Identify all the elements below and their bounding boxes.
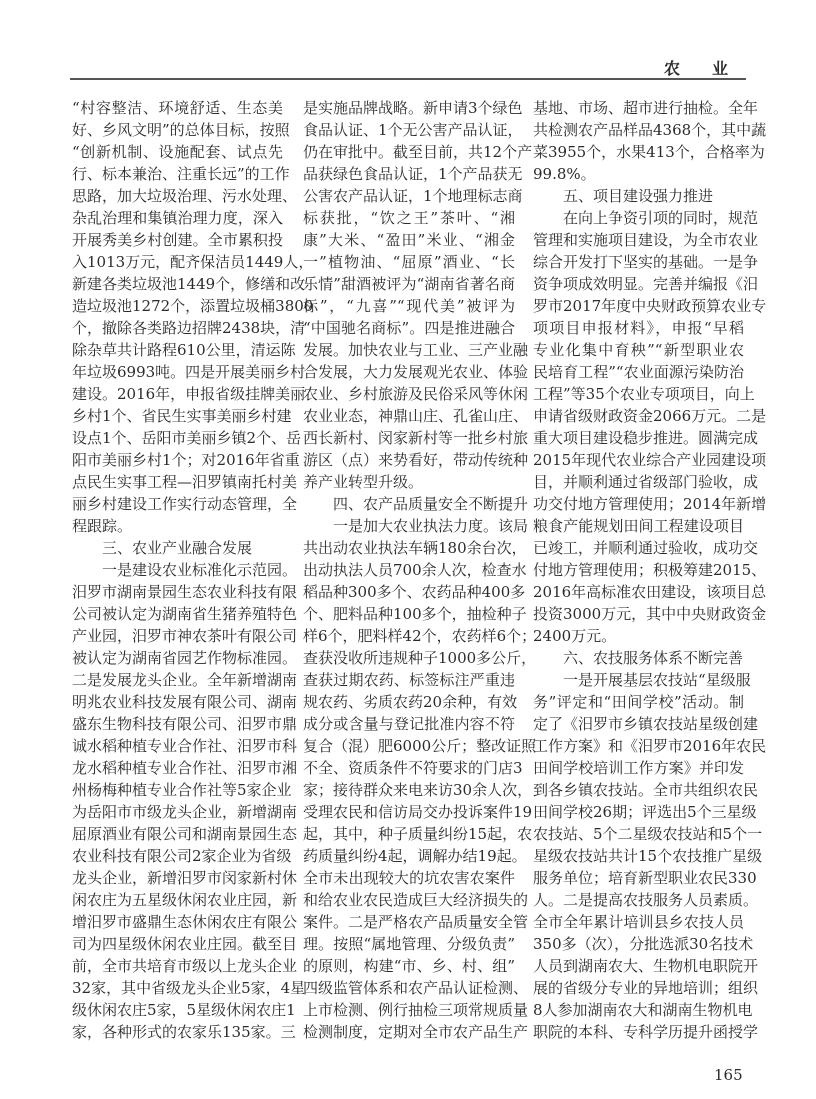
text-line: 专业化集中育秧”“新型职业农 (533, 341, 744, 359)
text-line: 理。按照“属地管理、分级负责” (303, 935, 515, 953)
text-line: 乐情”甜酒被评为“湖南省著名商 (303, 275, 515, 293)
section-heading: 六、农技服务体系不断完善 (563, 649, 744, 667)
text-line: 规农药、劣质农药20余种，有效 (303, 693, 518, 711)
text-line: 99.8%。 (533, 165, 596, 183)
text-line: 思路，加大垃圾治理、污水处理、 (72, 187, 298, 205)
text-line: 设点1个、岳阳市美丽乡镇2个、岳 (72, 429, 302, 447)
text-line: 项项目申报材料》，申报“早稻 (533, 319, 744, 337)
header-rule (70, 78, 746, 80)
text-line: 屈原酒业有限公司和湖南景园生态 (72, 825, 298, 843)
text-line: 菜3955个，水果413个，合格率为 (533, 143, 765, 161)
text-line: 基地、市场、超市进行抽检。全年 (533, 99, 759, 117)
text-line: 年垃圾6993吨。四是开展美丽乡村 (72, 363, 306, 381)
text-line: 阳市美丽乡村1个；对2016年省重 (72, 451, 300, 469)
text-line: 个、肥料品种100多个，抽检种子 (303, 605, 527, 623)
text-line: 350多（次），分批选派30名技术 (533, 935, 754, 953)
text-line: 务”评定和“田间学校”活动。制 (533, 693, 744, 711)
text-line: 人。二是提高农技服务人员素质。 (533, 891, 759, 909)
text-column-right (533, 97, 767, 1043)
text-line: 游区（点）来势看好，带动传统种 (303, 451, 529, 469)
text-line: 职院的本科、专科学历提升函授学 (533, 1023, 759, 1041)
text-line: 发展。加快农业与工业、三产业融 (303, 341, 529, 359)
text-line: 粮食产能规划田间工程建设项目 (533, 517, 744, 535)
text-line: 被认定为湖南省园艺作物标准园。 (72, 649, 298, 667)
text-line: 杂乱治理和集镇治理力度，深入 (72, 209, 283, 227)
text-line: 和给农业农民造成巨大经济损失的 (303, 891, 529, 909)
text-line: 产业园，汨罗市神农茶叶有限公司 (72, 627, 298, 645)
text-line: 的原则，构建“市、乡、村、组” (303, 957, 515, 975)
text-column-middle (303, 97, 537, 1043)
text-line: 一是加大农业执法力度。该局 (333, 517, 529, 535)
text-line: 成分或含量与登记批准内容不符 (303, 715, 515, 733)
text-line: 合发展，大力发展观光农业、体验 (303, 363, 529, 381)
text-line: 2015年现代农业综合产业园建设项 (533, 451, 767, 469)
text-line: 人员到湖南农大、生物机电职院开 (533, 957, 759, 975)
text-line: 公司被认定为湖南省生猪养殖特色 (72, 605, 298, 623)
text-line: 州杨梅种植专业合作社等5家企业 (72, 781, 292, 799)
text-line: 是实施品牌战略。新申请3个绿色 (303, 99, 523, 117)
text-line: 西长新村、闵家新村等一批乡村旅 (303, 429, 529, 447)
text-line: 共检测农产品样品4368个，其中蔬 (533, 121, 767, 139)
text-line: 案件。二是严格农产品质量安全管 (303, 913, 529, 931)
text-line: 稻品种300多个、农药品种400多 (303, 583, 526, 601)
text-line: 工程”等35个农业专项项目，向上 (533, 385, 755, 403)
text-line: 增汨罗市盛鼎生态休闲农庄有限公 (72, 913, 298, 931)
text-line: 食品认证、1个无公害产品认证， (303, 121, 523, 139)
text-line: 点民生实事工程—汨罗镇南托村美 (72, 473, 298, 491)
text-line: 不全、资质条件不符要求的门店3 (303, 759, 523, 777)
text-line: 功交付地方管理使用；2014年新增 (533, 495, 767, 513)
header-char: 业 (711, 59, 728, 78)
text-line: 复合（混）肥6000公斤；整改证照 (303, 737, 537, 755)
text-line: 盛东生物科技有限公司、汨罗市鼎 (72, 715, 298, 733)
text-line: 8人参加湖南农大和湖南生物机电 (533, 1001, 753, 1019)
text-line: 资争项成效明显。完善并编报《汨 (533, 275, 759, 293)
text-line: 农业科技有限公司2家企业为省级 (72, 847, 292, 865)
text-line: 查获过期农药、标签标注严重违 (303, 671, 515, 689)
text-line: 仍在审批中。截至目前，共12个产 (303, 143, 533, 161)
text-line: 出动执法人员700余人次，检查水 (303, 561, 527, 579)
text-line: 建设。2016年，申报省级挂牌美丽 (72, 385, 306, 403)
text-line: 行、标本兼治、注重长远”的工作 (72, 165, 290, 183)
header-char: 农 (664, 59, 681, 78)
text-line: 上市检测、例行抽检三项常规质量 (303, 1001, 529, 1019)
text-line: 定了《汨罗市乡镇农技站星级创建 (533, 715, 759, 733)
text-line: 一”植物油、“屈原”酒业、“长 (303, 253, 515, 271)
text-line: 查获没收所违规种子1000多公斤， (303, 649, 537, 667)
text-line: 品获绿色食品认证，1个产品获无 (303, 165, 523, 183)
text-line: 到各乡镇农技站。全市共组织农民 (533, 781, 759, 799)
text-line: 标获批，“饮之王”茶叶、“湘 (303, 209, 515, 227)
text-line: 为岳阳市市级龙头企业，新增湖南 (72, 803, 298, 821)
text-line: 2016年高标准农田建设，该项目总 (533, 583, 767, 601)
text-line: 2400万元。 (533, 627, 617, 645)
text-line: 入1013万元，配齐保洁员1449人， (72, 253, 314, 271)
text-line: 家，各种形式的农家乐135家。三 (72, 1023, 296, 1041)
text-line: 程跟踪。 (72, 517, 133, 535)
text-line: 药质量纠纷4起，调解办结19起。 (303, 847, 527, 865)
text-line: 公害农产品认证，1个地理标志商 (303, 187, 523, 205)
page-number: 165 (714, 1066, 743, 1084)
text-line: 丽乡村建设工作实行动态管理，全 (72, 495, 298, 513)
text-line: 乡村1个、省民生实事美丽乡村建 (72, 407, 292, 425)
text-line: 好、乡风文明”的总体目标，按照 (72, 121, 290, 139)
text-line: 汨罗市湖南景园生态农业科技有限 (72, 583, 298, 601)
text-line: 32家，其中省级龙头企业5家，4星 (72, 979, 306, 997)
text-line: 级休闲农庄5家，5星级休闲农庄1 (72, 1001, 296, 1019)
text-line: 受理农民和信访局交办投诉案件19 (303, 803, 533, 821)
text-line: 目，并顺利通过省级部门验收，成 (533, 473, 759, 491)
text-line: 工作方案》和《汨罗市2016年农民 (533, 737, 767, 755)
text-line: 田间学校培训工作方案》并印发 (533, 759, 744, 777)
text-line: 家；接待群众来电来访30余人次， (303, 781, 533, 799)
text-line: 诚水稻种植专业合作社、汨罗市科 (72, 737, 298, 755)
text-line: 民培育工程”“农业面源污染防治 (533, 363, 744, 381)
text-line: 综合开发打下坚实的基础。一是争 (533, 253, 759, 271)
text-line: 养产业转型升级。 (303, 473, 424, 491)
text-line: 新建各类垃圾池1449个，修缮和改 (72, 275, 306, 293)
text-line: “创新机制、设施配套、试点先 (72, 143, 283, 161)
text-line: 申请省级财政资金2066万元。二是 (533, 407, 767, 425)
running-header-section-title (664, 56, 728, 79)
text-line: 除杂草共计路程610公里，清运陈 (72, 341, 296, 359)
text-line: 前，全市共培育市级以上龙头企业 (72, 957, 298, 975)
text-line: 农技站、5个二星级农技站和5个一 (533, 825, 763, 843)
text-line: 全市未出现较大的坑农害农案件 (303, 869, 515, 887)
text-line: 起，其中，种子质量纠纷15起，农 (303, 825, 533, 843)
text-line: 星级农技站共计15个农技推广星级 (533, 847, 763, 865)
text-line: 龙水稻种植专业合作社、汨罗市湘 (72, 759, 298, 777)
text-line: 一是开展基层农技站“星级服 (563, 671, 751, 689)
section-heading: 五、项目建设强力推进 (563, 187, 714, 205)
text-line: 田间学校26期；评选出5个三星级 (533, 803, 757, 821)
text-line: 共出动农业执法车辆180余台次， (303, 539, 527, 557)
text-line: 开展秀美乡村创建。全市累积投 (72, 231, 283, 249)
text-line: 罗市2017年度中央财政预算农业专 (533, 297, 767, 315)
text-line: 展的省级分专业的异地培训；组织 (533, 979, 759, 997)
text-line: 二是发展龙头企业。全年新增湖南 (72, 671, 298, 689)
text-line: 农业、乡村旅游及民俗采风等休闲 (303, 385, 529, 403)
text-line: 服务单位；培育新型职业农民330 (533, 869, 757, 887)
section-heading: 四、农产品质量安全不断提升 (333, 495, 529, 513)
text-line: 造垃圾池1272个，添置垃圾桶3800 (72, 297, 314, 315)
text-line: 已竣工，并顺利通过验收，成功交 (533, 539, 759, 557)
text-line: 管理和实施项目建设，为全市农业 (533, 231, 759, 249)
text-line: 农业业态，神鼎山庄、孔雀山庄、 (303, 407, 529, 425)
text-line: 一是建设农业标准化示范园。 (102, 561, 298, 579)
text-line: 检测制度，定期对全市农产品生产 (303, 1023, 529, 1041)
text-line: 付地方管理使用；积极筹建2015、 (533, 561, 767, 579)
text-line: 司为四星级休闲农业庄园。截至目 (72, 935, 298, 953)
text-line: “中国驰名商标”。四是推进融合 (303, 319, 515, 337)
text-line: 样6个，肥料样42个，农药样6个； (303, 627, 537, 645)
text-line: 四级监管体系和农产品认证检测、 (303, 979, 529, 997)
section-heading: 三、农业产业融合发展 (102, 539, 253, 557)
text-line: 投资3000万元，其中中央财政资金 (533, 605, 767, 623)
text-column-left (72, 97, 314, 1043)
text-line: 闲农庄为五星级休闲农业庄园，新 (72, 891, 298, 909)
text-line: 标”，“九喜”“现代美”被评为 (303, 297, 515, 315)
text-line: 在向上争资引项的同时，规范 (563, 209, 759, 227)
text-line: 个，撤除各类路边招牌2438块，清 (72, 319, 306, 337)
text-line: 全市全年累计培训县乡农技人员 (533, 913, 744, 931)
text-line: 康”大米、“盈田”米业、“湘金 (303, 231, 515, 249)
text-line: 明兆农业科技发展有限公司、湖南 (72, 693, 298, 711)
text-line: 龙头企业，新增汨罗市闵家新村休 (72, 869, 298, 887)
text-line: 重大项目建设稳步推进。圆满完成 (533, 429, 759, 447)
text-line: “村容整洁、环境舒适、生态美 (72, 99, 283, 117)
